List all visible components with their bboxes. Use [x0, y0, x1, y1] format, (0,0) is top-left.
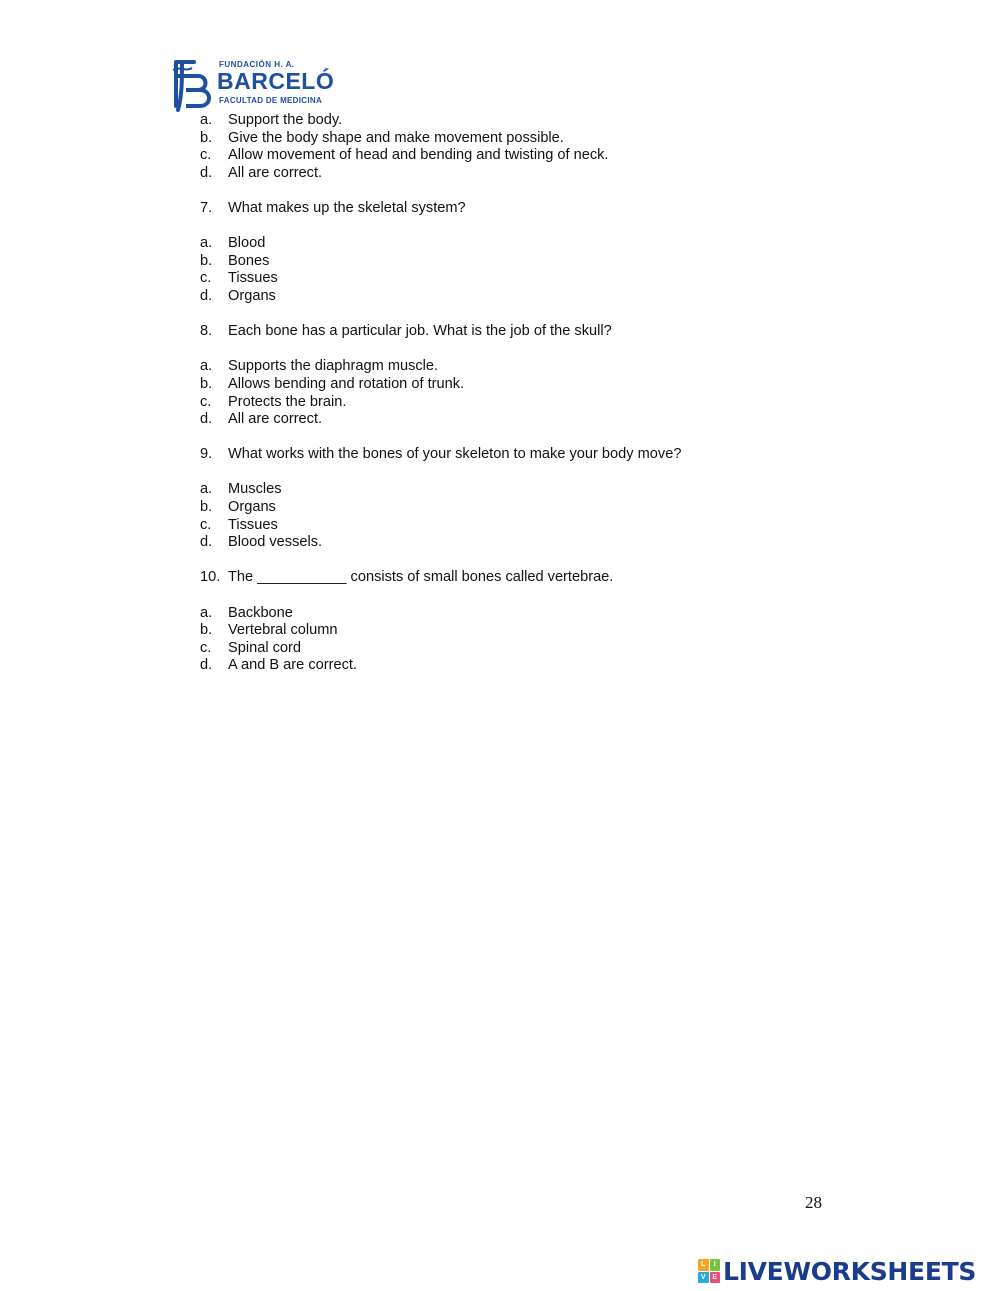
option-marker: b.: [200, 252, 213, 269]
option-marker: a.: [200, 604, 213, 621]
option-text: Spinal cord: [228, 639, 302, 656]
quiz-content: [200, 112, 820, 675]
question-9: [200, 446, 820, 464]
option-text: Tissues: [228, 270, 278, 287]
option-text: All are correct.: [228, 411, 323, 428]
option-marker: d.: [200, 657, 213, 674]
question-10: [200, 569, 820, 587]
option-row: [200, 288, 820, 306]
option-text: Vertebral column: [228, 622, 338, 639]
option-marker: b.: [200, 622, 213, 639]
option-row: [200, 130, 820, 148]
option-row: [200, 358, 820, 376]
question-7: [200, 200, 820, 218]
q7-options: [200, 235, 820, 305]
option-row: [200, 517, 820, 535]
option-row: [200, 270, 820, 288]
option-row: [200, 147, 820, 165]
badge-letter: E: [710, 1272, 721, 1284]
option-text: Allow movement of head and bending and twisting of neck.: [228, 147, 609, 164]
option-marker: b.: [200, 375, 213, 392]
question-number: 7.: [200, 199, 213, 216]
question-number: 8.: [200, 323, 213, 340]
option-marker: a.: [200, 358, 213, 375]
option-text: Organs: [228, 499, 276, 516]
option-marker: d.: [200, 534, 213, 551]
option-row: [200, 165, 820, 183]
option-marker: c.: [200, 516, 212, 533]
option-text: Support the body.: [228, 112, 343, 128]
option-marker: b.: [200, 499, 213, 516]
option-row: [200, 481, 820, 499]
question-text: What works with the bones of your skeleton to make your body move?: [228, 446, 682, 463]
badge-letter: I: [710, 1259, 721, 1271]
option-text: Organs: [228, 287, 276, 304]
option-row: [200, 376, 820, 394]
option-marker: d.: [200, 287, 213, 304]
logo-line-name: BARCELÓ: [217, 68, 335, 94]
option-text: A and B are correct.: [228, 657, 357, 674]
q9-options: [200, 481, 820, 551]
q8-options: [200, 358, 820, 428]
fb-monogram-icon: [170, 56, 216, 112]
option-text: Bones: [228, 252, 270, 269]
option-text: Supports the diaphragm muscle.: [228, 358, 439, 375]
option-text: Backbone: [228, 604, 293, 621]
option-text: Allows bending and rotation of trunk.: [228, 375, 465, 392]
option-row: [200, 235, 820, 253]
option-row: [200, 534, 820, 552]
option-row: [200, 112, 820, 130]
option-text: Blood vessels.: [228, 534, 323, 551]
watermark-text: LIVEWORKSHEETS: [723, 1256, 977, 1286]
institution-logo: [170, 56, 340, 112]
q6-options: [200, 112, 820, 182]
question-number: 9.: [200, 446, 213, 463]
badge-letter: L: [698, 1259, 709, 1271]
option-text: Muscles: [228, 481, 282, 498]
option-marker: c.: [200, 639, 212, 656]
option-text: Blood: [228, 235, 266, 252]
option-marker: a.: [200, 112, 213, 128]
option-row: [200, 411, 820, 429]
question-text: Each bone has a particular job. What is the job of the skull?: [228, 323, 612, 340]
question-8: [200, 323, 820, 341]
option-row: [200, 394, 820, 412]
option-marker: c.: [200, 270, 212, 287]
option-text: All are correct.: [228, 164, 323, 181]
option-marker: c.: [200, 147, 212, 164]
option-text: Give the body shape and make movement possible.: [228, 129, 564, 146]
option-marker: a.: [200, 235, 213, 252]
option-marker: d.: [200, 164, 213, 181]
page-number: 28: [805, 1193, 822, 1212]
logo-line-foundation: FUNDACIÓN H. A.: [219, 60, 295, 69]
option-marker: a.: [200, 481, 213, 498]
option-row: [200, 640, 820, 658]
badge-letter: V: [698, 1272, 709, 1284]
option-text: Protects the brain.: [228, 393, 347, 410]
option-row: [200, 622, 820, 640]
question-number: 10.: [200, 569, 221, 586]
option-marker: b.: [200, 129, 213, 146]
question-text: What makes up the skeletal system?: [228, 199, 466, 216]
option-row: [200, 253, 820, 271]
q10-options: [200, 605, 820, 675]
liveworksheets-watermark[interactable]: [698, 1256, 976, 1286]
option-row: [200, 499, 820, 517]
option-row: [200, 657, 820, 675]
option-text: Tissues: [228, 516, 278, 533]
live-badge-icon: [698, 1259, 720, 1283]
option-row: [200, 605, 820, 623]
option-marker: d.: [200, 411, 213, 428]
question-text: The ___________ consists of small bones called vertebrae.: [228, 569, 614, 586]
logo-line-faculty: FACULTAD DE MEDICINA: [219, 96, 323, 105]
option-marker: c.: [200, 393, 212, 410]
